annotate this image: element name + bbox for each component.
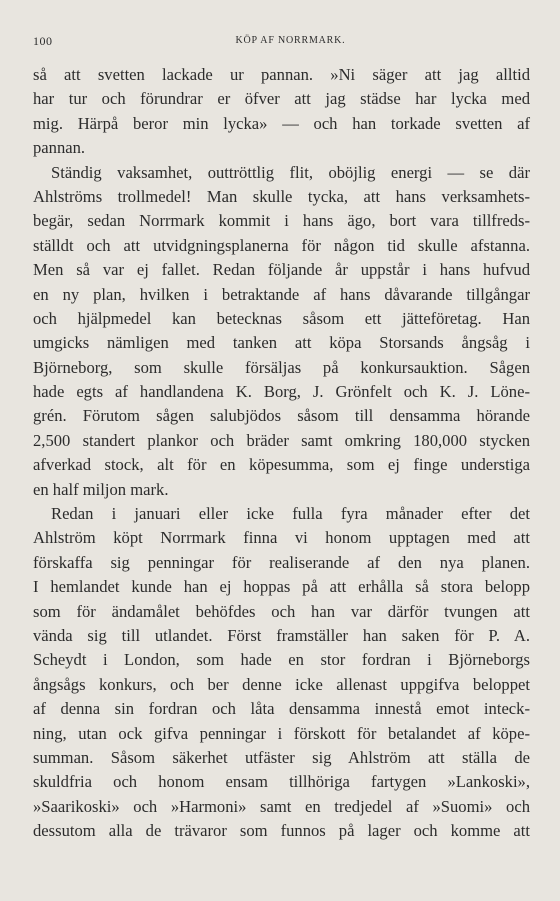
text-line: skuldfria och honom ensam tillhöriga fartygen »Lankoski», [33,772,530,792]
text-line: summan. Såsom säkerhet utfäster sig Ahlström att ställa de [33,747,530,767]
text-line: Ahlström köpt Norrmark finna vi honom upptagen med att [33,528,530,548]
text-line: »Saarikoski» och »Harmoni» samt en tredjedel af »Suomi» och [33,796,530,816]
page-number: 100 [33,34,53,48]
page-header [33,34,530,52]
text-line: har tur och förundrar er öfver att jag städse har lycka med [33,89,530,109]
text-line: ning, utan ock gifva penningar i förskott för betalandet af köpe- [33,723,530,743]
text-line: Björneborg, som skulle försäljas på konkursauktion. Sågen [33,357,530,377]
text-line: Redan i januari eller icke fulla fyra månader efter det [51,504,530,524]
running-head: KÖP AF NORRMARK. [235,35,346,46]
text-line: af denna sin fordran och låta densamma innestå emot inteck- [33,699,530,719]
text-line: I hemlandet kunde han ej hoppas på att erhålla så stora belopp [33,577,530,597]
text-line: Ahlströms trollmedel! Man skulle tycka, att hans verksamhets- [33,186,530,206]
text-line: grén. Förutom sågen salubjödos såsom till densamma hörande [33,406,530,426]
text-line: vända sig till utlandet. Först framställer han saken för P. A. [33,625,530,645]
text-line: ställdt och att utvidgningsplanerna för någon tid skulle afstanna. [33,235,530,255]
text-line: en half miljon mark. [33,479,169,499]
text-line: dessutom alla de trävaror som funnos på lager och komme att [33,821,530,841]
text-line: Men så var ej fallet. Redan följande år uppstår i hans hufvud [33,260,530,280]
text-line: umgicks nämligen med tanken att köpa Storsands ångsåg i [33,333,530,353]
text-line: en ny plan, hvilken i betraktande af hans dåvarande tillgångar [33,284,530,304]
text-line: ångsågs konkurs, och ber denne icke allenast uppgifva beloppet [33,674,530,694]
text-line: afverkad stock, alt för en köpesumma, som ej finge understiga [33,455,530,475]
text-line: hade egts af handlandena K. Borg, J. Grönfelt och K. J. Löne- [33,382,530,402]
body-text [33,63,530,844]
text-line: som för ändamålet behöfdes och han var därför tvungen att [33,601,530,621]
text-line: Scheydt i London, som hade en stor fordran i Björneborgs [33,650,530,670]
text-line: och hjälpmedel kan betecknas såsom ett jätteföretag. Han [33,308,530,328]
text-line: mig. Härpå beror min lycka» — och han torkade svetten af [33,113,530,133]
text-line: Ständig vaksamhet, outtröttlig flit, oböjlig energi — se där [51,162,530,182]
text-line: begär, sedan Norrmark kommit i hans ägo, bort vara tillfreds- [33,211,530,231]
text-line: förskaffa sig penningar för realiserande af den nya planen. [33,552,530,572]
text-line: 2,500 standert plankor och bräder samt omkring 180,000 stycken [33,430,530,450]
text-line: pannan. [33,138,86,158]
text-line: så att svetten lackade ur pannan. »Ni säger att jag alltid [33,65,530,84]
